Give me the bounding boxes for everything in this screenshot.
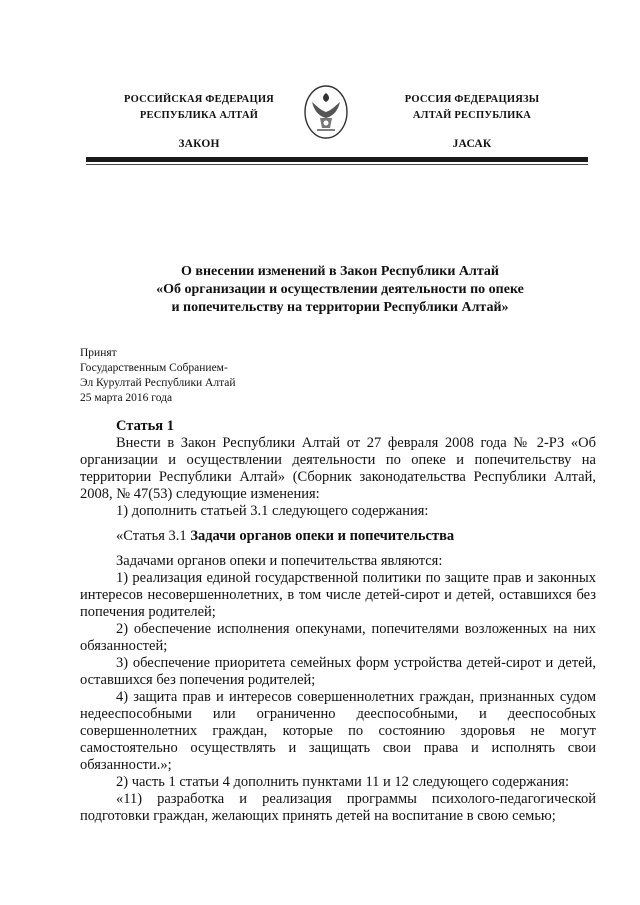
adoption-block (80, 346, 236, 406)
law-title-line-3: и попечительству на территории Республики Алтай» (171, 300, 509, 315)
adoption-date: 25 марта 2016 года (80, 392, 173, 404)
article-3-1-heading (80, 528, 596, 545)
article-1-intro: Внести в Закон Республики Алтай от 27 февраля 2008 года № 2-РЗ «Об организации и осуществлении деятельности по опеке и попечительству на территории Республики Алтай» (Сборник законодательства Республики Алтай, 2008, № 47(53) следующие изменения: (80, 435, 596, 502)
task-4: 4) защита прав и интересов совершеннолетних граждан, признанных судом недееспособными или ограниченно дееспособными, и дееспособных совершеннолетних граждан, которые по состоянию здоровья не могут самостоятельно осуществлять и защищать свои права и исполнять свои обязанности.»; (80, 689, 596, 773)
tasks-intro: Задачами органов опеки и попечительства являются: (116, 553, 443, 569)
amendment-item-1: 1) дополнить статьей 3.1 следующего содержания: (116, 503, 429, 519)
header-right-doc-type: JАСАК (452, 138, 492, 150)
task-1: 1) реализация единой государственной политики по защите прав и законных интересов несовершеннолетних, в том числе детей-сирот и детей, оставшихся без попечения родителей; (80, 570, 596, 620)
adoption-label: Принят (80, 347, 117, 359)
article-3-1-prefix: «Статья 3.1 (116, 528, 191, 544)
article-1-heading: Статья 1 (116, 418, 174, 434)
header-right-republic: АЛТАЙ РЕСПУБЛИКА (412, 110, 532, 121)
law-title-line-2: «Об организации и осуществлении деятельности по опеке (156, 282, 524, 297)
header-left-block (104, 92, 294, 152)
header-left-country: РОССИЙСКАЯ ФЕДЕРАЦИЯ (124, 94, 274, 105)
header-divider-thick (86, 157, 588, 162)
amendment-item-2: 2) часть 1 статьи 4 дополнить пунктами 11 и 12 следующего содержания: (116, 774, 569, 790)
header-divider-thin (86, 164, 588, 165)
law-title-line-1: О внесении изменений в Закон Республики Алтай (181, 264, 499, 279)
header-right-block (377, 92, 567, 152)
adoption-body-2: Эл Курултай Республики Алтай (80, 377, 236, 389)
header-left-doc-type: ЗАКОН (178, 138, 220, 150)
article-3-1-title: Задачи органов опеки и попечительства (190, 528, 455, 544)
adoption-body-1: Государственным Собранием- (80, 362, 228, 374)
law-title (120, 263, 560, 317)
coat-of-arms-icon (303, 84, 349, 140)
header-right-country: РОССИЯ ФЕДЕРАЦИЯЗЫ (404, 94, 540, 105)
task-3: 3) обеспечение приоритета семейных форм устройства детей-сирот и детей, оставшихся без попечения родителей; (80, 655, 596, 688)
task-2: 2) обеспечение исполнения опекунами, попечителями возложенных на них обязанностей; (80, 621, 596, 654)
point-11: «11) разработка и реализация программы психолого-педагогической подготовки граждан, желающих принять детей на воспитание в свою семью; (80, 791, 596, 824)
document-body (80, 418, 596, 825)
header-left-republic: РЕСПУБЛИКА АЛТАЙ (139, 110, 259, 121)
